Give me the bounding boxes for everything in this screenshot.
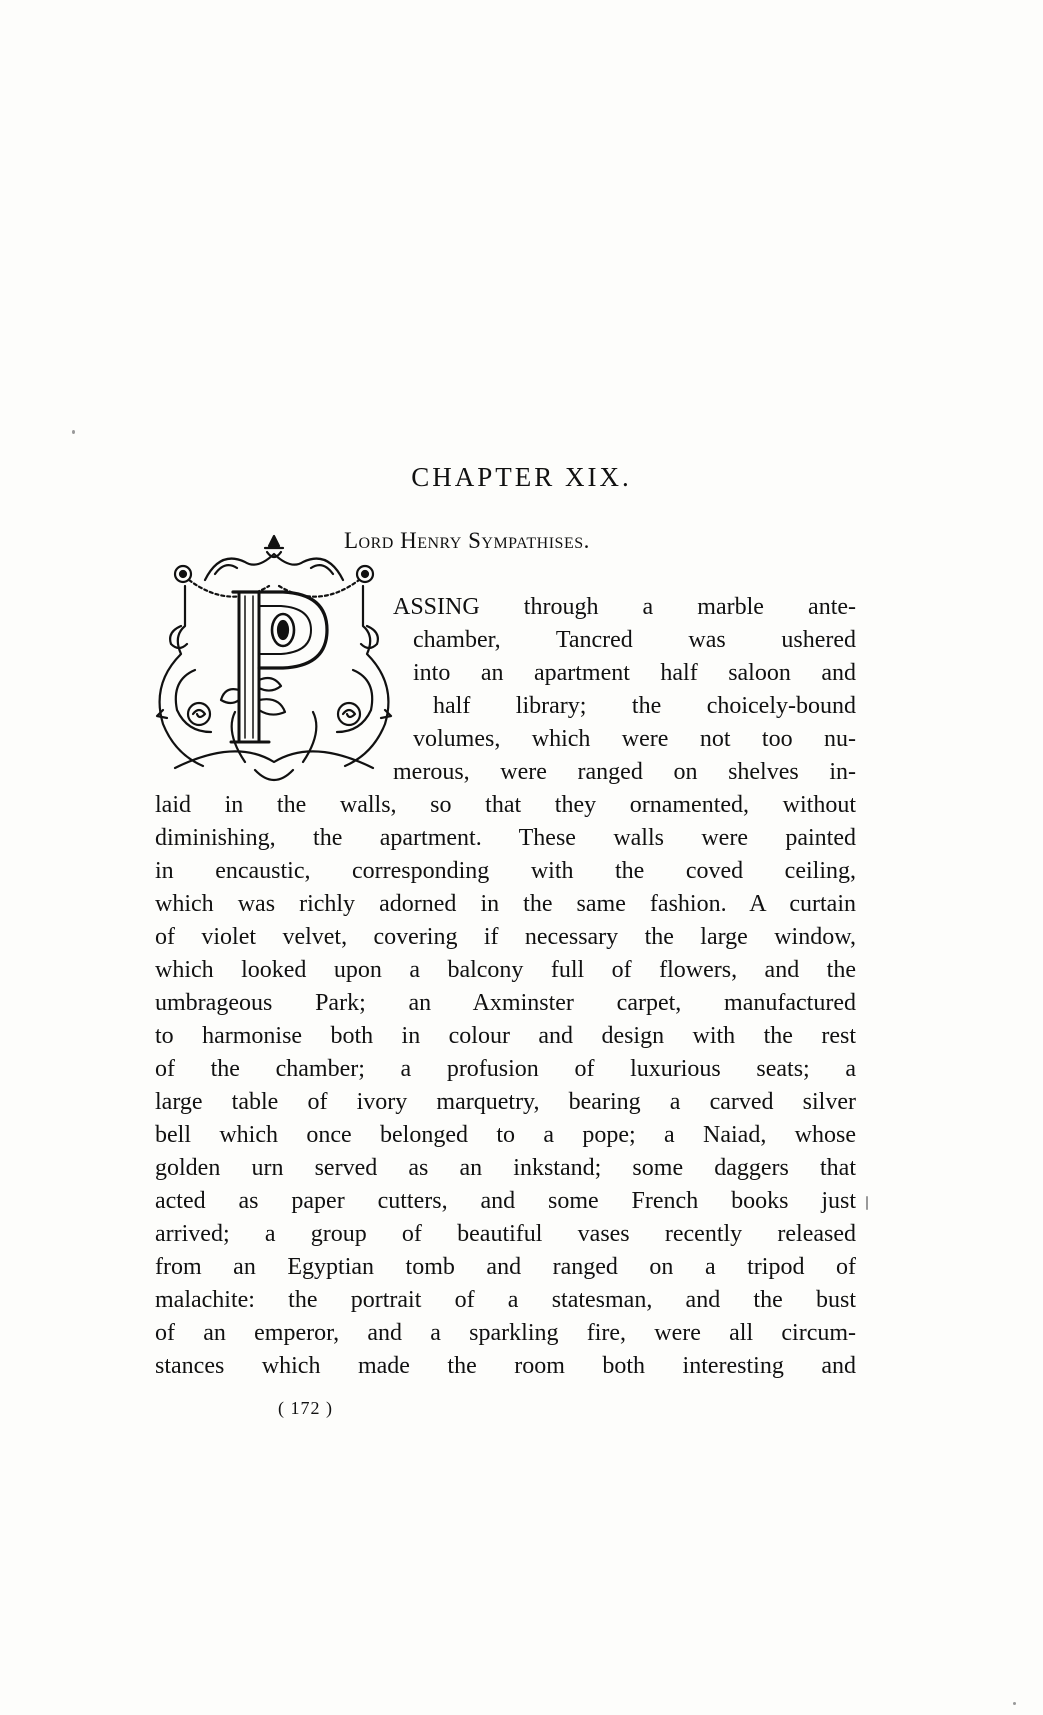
body-line: of violet velvet, covering if necessary the large window, [155, 924, 856, 950]
body-line: which was richly adorned in the same fashion. A curtain [155, 891, 856, 917]
body-line: laid in the walls, so that they ornamented, without [155, 792, 856, 818]
body-line: diminishing, the apartment. These walls were painted [155, 825, 856, 851]
page-number: ( 172 ) [278, 1398, 333, 1418]
body-line: golden urn served as an inkstand; some daggers that [155, 1155, 856, 1181]
body-line: stances which made the room both interesting and [155, 1353, 856, 1379]
body-line: to harmonise both in colour and design with the rest [155, 1023, 856, 1049]
scan-speck [866, 1196, 868, 1210]
body-line: chamber, Tancred was ushered [413, 627, 856, 653]
body-line: in encaustic, corresponding with the coved ceiling, [155, 858, 856, 884]
scan-speck [1013, 1702, 1016, 1705]
body-line: arrived; a group of beautiful vases recently released [155, 1221, 856, 1247]
body-line: ASSING through a marble ante- [393, 594, 856, 620]
chapter-subtitle: Lord Henry Sympathises. [344, 528, 590, 553]
body-line: acted as paper cutters, and some French books just [155, 1188, 856, 1214]
scan-speck [72, 430, 75, 434]
body-line: of an emperor, and a sparkling fire, were all circum- [155, 1320, 856, 1346]
ornate-initial-p-icon [155, 530, 393, 788]
body-line: merous, were ranged on shelves in- [393, 759, 856, 785]
body-line: which looked upon a balcony full of flowers, and the [155, 957, 856, 983]
body-line: into an apartment half saloon and [413, 660, 856, 686]
body-line: of the chamber; a profusion of luxurious seats; a [155, 1056, 856, 1082]
body-line: malachite: the portrait of a statesman, and the bust [155, 1287, 856, 1313]
body-line: large table of ivory marquetry, bearing a carved silver [155, 1089, 856, 1115]
chapter-heading: CHAPTER XIX. [411, 462, 632, 492]
body-line: half library; the choicely-bound [433, 693, 856, 719]
body-line: umbrageous Park; an Axminster carpet, manufactured [155, 990, 856, 1016]
body-line: from an Egyptian tomb and ranged on a tripod of [155, 1254, 856, 1280]
body-line: volumes, which were not too nu- [413, 726, 856, 752]
body-line: bell which once belonged to a pope; a Naiad, whose [155, 1122, 856, 1148]
